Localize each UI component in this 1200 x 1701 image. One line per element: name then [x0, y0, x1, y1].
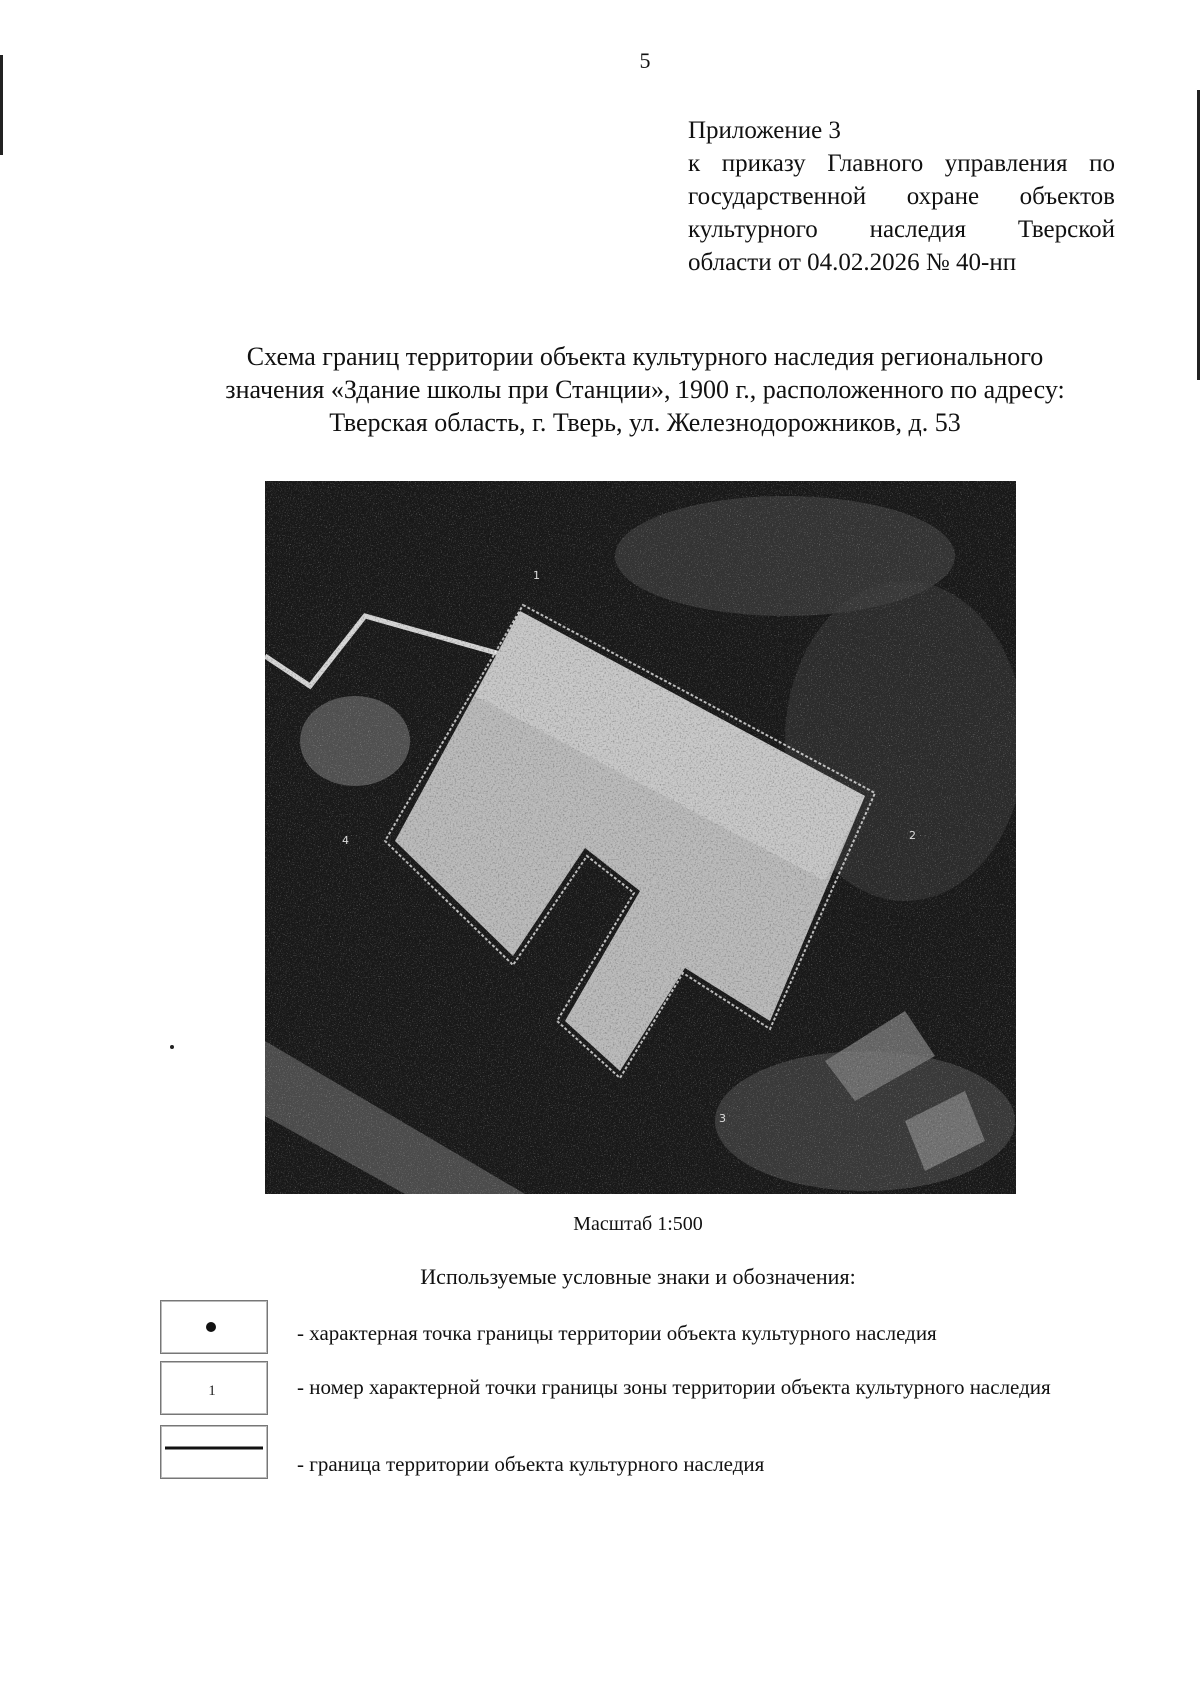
- point-number-icon: [161, 1362, 267, 1414]
- photo-speckle: [265, 481, 1016, 1194]
- title-line: значения «Здание школы при Станции», 1900 г., расположенного по адресу:: [225, 375, 1065, 404]
- point-label-4: 4: [342, 834, 349, 847]
- aerial-photo: [265, 481, 1016, 1194]
- legend-symbol-boundary: [160, 1425, 268, 1479]
- legend-item-boundary: - граница территории объекта культурного наследия: [297, 1452, 765, 1476]
- point-number-glyph: 1: [208, 1383, 216, 1399]
- appendix-title: Приложение 3: [688, 117, 841, 144]
- aerial-map: [265, 481, 1016, 1194]
- appendix-line: к приказу Главного управления по: [688, 150, 1115, 177]
- legend-symbol-point: [160, 1300, 268, 1354]
- document-title: [150, 340, 1140, 439]
- legend-symbol-number: [160, 1361, 268, 1415]
- title-line: Тверская область, г. Тверь, ул. Железнодорожников, д. 53: [329, 408, 961, 437]
- legend-item-number: - номер характерной точки границы зоны территории объекта культурного наследия: [297, 1375, 1051, 1399]
- appendix-line: области от 04.02.2026 № 40-нп: [688, 249, 1017, 276]
- page-number: 5: [639, 48, 651, 73]
- scan-speck: [170, 1045, 174, 1049]
- point-label-2: 2: [909, 829, 916, 842]
- boundary-line-icon: [161, 1426, 267, 1478]
- appendix-line: государственной охране объектов: [688, 183, 1115, 210]
- legend-heading: Используемые условные знаки и обозначения:: [420, 1264, 856, 1289]
- legend-item-point: - характерная точка границы территории объекта культурного наследия: [297, 1321, 937, 1345]
- appendix-header: [688, 114, 1115, 279]
- point-dot-icon: [161, 1301, 267, 1353]
- title-line: Схема границ территории объекта культурного наследия регионального: [246, 342, 1044, 371]
- point-label-1: 1: [533, 569, 540, 582]
- appendix-line: культурного наследия Тверской: [688, 216, 1115, 243]
- point-label-3: 3: [719, 1112, 726, 1125]
- map-scale: Масштаб 1:500: [573, 1213, 703, 1235]
